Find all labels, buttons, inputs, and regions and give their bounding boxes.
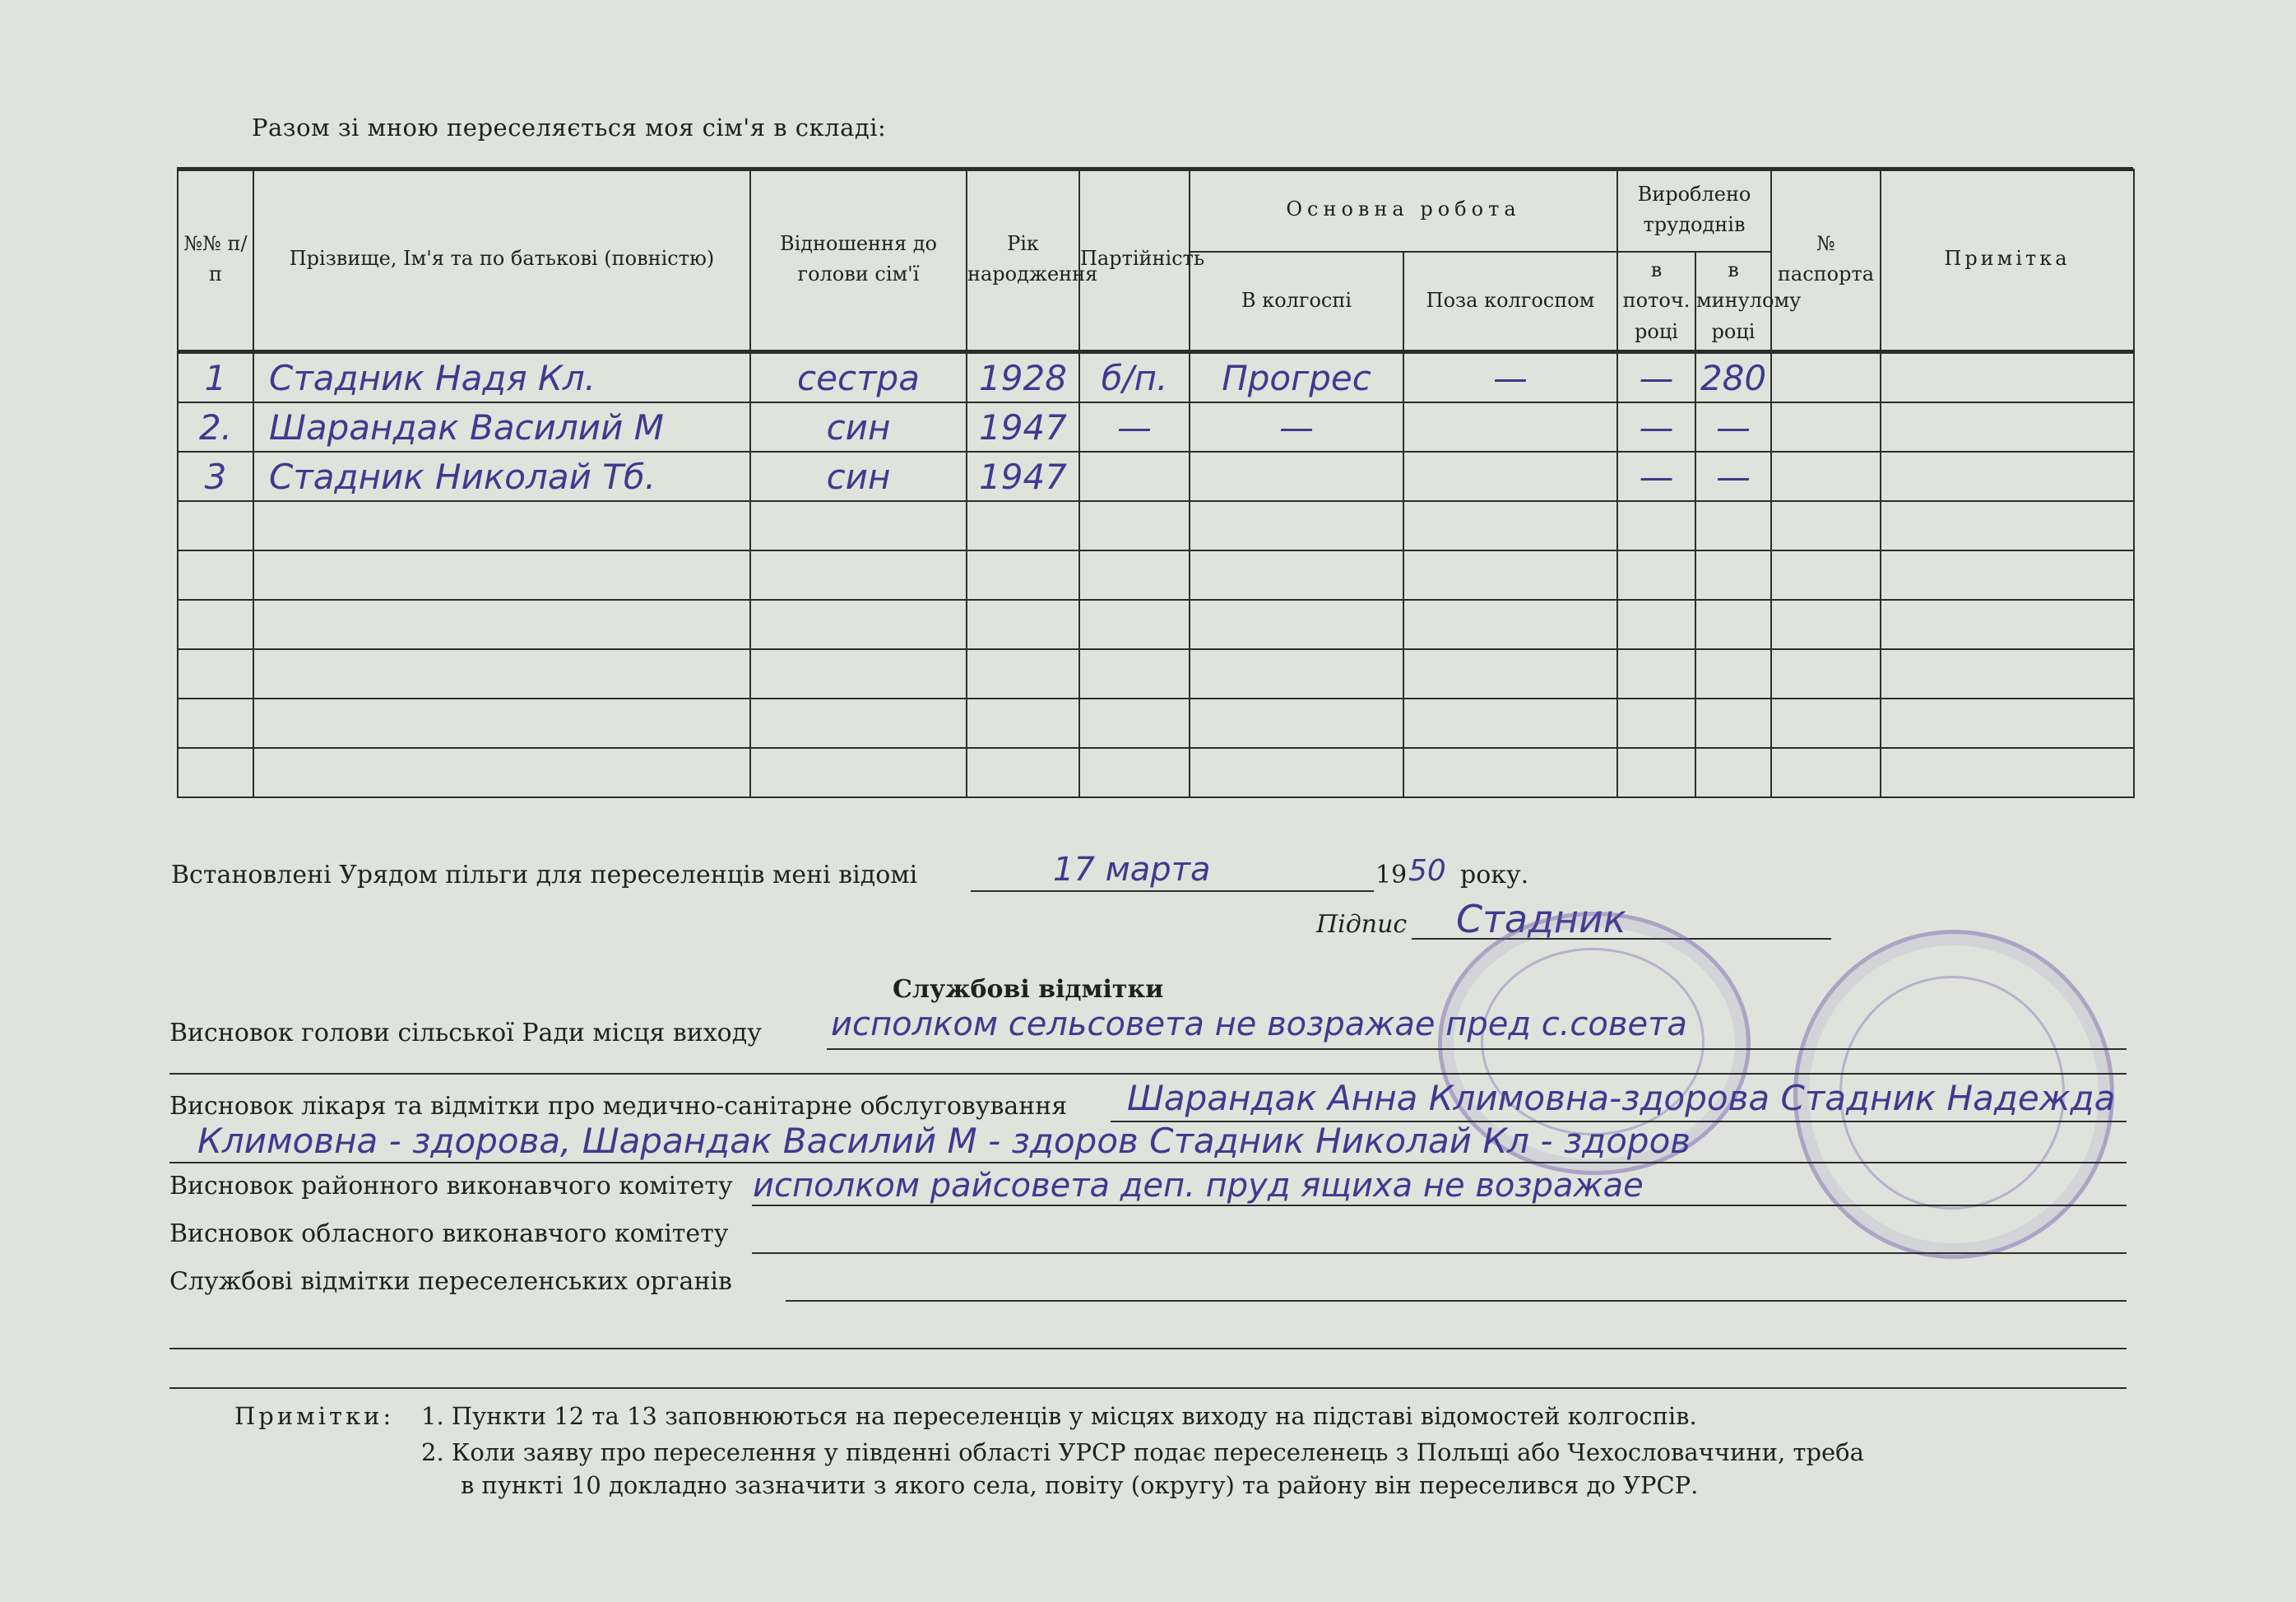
cell-cur	[1617, 649, 1695, 699]
cell-last: —	[1695, 402, 1771, 452]
cell-relation: син	[750, 452, 967, 501]
cell-passport	[1771, 352, 1881, 403]
cell-name	[253, 748, 750, 797]
cell-party: б/п.	[1079, 352, 1190, 403]
cell-passport	[1771, 550, 1881, 600]
col-header-num: №№ п/п	[178, 169, 253, 352]
cell-note	[1881, 402, 2134, 452]
signature-handwriting: Стадник	[1456, 897, 1626, 941]
cell-note	[1881, 501, 2134, 550]
cell-last: 280	[1695, 352, 1771, 403]
cell-cur	[1617, 550, 1695, 600]
cell-name	[253, 649, 750, 699]
district-label: Висновок районного виконавчого комітету	[169, 1172, 733, 1200]
oblast-rule	[752, 1252, 2127, 1254]
cell-num	[178, 501, 253, 550]
cell-passport	[1771, 452, 1881, 501]
cell-note	[1881, 699, 2134, 748]
intro-text: Разом зі мною переселяється моя сім'я в складі:	[252, 114, 887, 142]
district-handwriting: исполком райсовета деп. пруд ящиха не возражае	[753, 1167, 1644, 1205]
cell-party: —	[1079, 402, 1190, 452]
cell-kolkhoz	[1190, 501, 1403, 550]
cell-num	[178, 550, 253, 600]
doctor-handwriting-2: Климовна - здорова, Шарандак Василий М - здоров Стадник Николай Кл - здоров	[197, 1121, 1691, 1161]
benefits-year-prefix: 19	[1375, 861, 1408, 889]
cell-year: 1947	[967, 402, 1079, 452]
col-header-name: Прізвище, Ім'я та по батькові (повністю)	[253, 169, 750, 352]
col-header-current-year: в поточ. році	[1617, 252, 1695, 352]
note-2a: 2. Коли заяву про переселення у південні області УРСР подає переселенець з Польщі або Чехословаччини, треба	[421, 1438, 1864, 1466]
cell-name: Стадник Николай Тб.	[253, 452, 750, 501]
cell-party	[1079, 452, 1190, 501]
cell-name	[253, 699, 750, 748]
doctor-handwriting-1: Шарандак Анна Климовна-здорова Стадник Надежда	[1127, 1078, 2116, 1118]
family-table	[177, 169, 2135, 798]
organs-rule-3	[169, 1387, 2127, 1389]
cell-num: 1	[178, 352, 253, 403]
organs-rule-2	[169, 1348, 2127, 1349]
organs-rule	[786, 1300, 2127, 1302]
cell-party	[1079, 649, 1190, 699]
cell-outside	[1403, 748, 1617, 797]
cell-num	[178, 649, 253, 699]
col-header-year: Рік народження	[967, 169, 1079, 352]
cell-relation: сестра	[750, 352, 967, 403]
cell-passport	[1771, 501, 1881, 550]
benefits-year-suffix: року.	[1460, 861, 1529, 889]
cell-cur: —	[1617, 402, 1695, 452]
col-header-in-kolkhoz: В колгоспі	[1190, 252, 1403, 352]
note-2b: в пункті 10 докладно зазначити з якого села, повіту (округу) та району він переселився до УРСР.	[461, 1471, 1699, 1499]
oblast-label: Висновок обласного виконавчого комітету	[169, 1219, 729, 1248]
cell-passport	[1771, 600, 1881, 649]
cell-passport	[1771, 649, 1881, 699]
cell-cur	[1617, 699, 1695, 748]
cell-relation	[750, 600, 967, 649]
cell-note	[1881, 649, 2134, 699]
cell-cur	[1617, 501, 1695, 550]
doctor-label: Висновок лікаря та відмітки про медично-санітарне обслуговування	[169, 1092, 1068, 1121]
cell-kolkhoz	[1190, 649, 1403, 699]
col-header-relation: Відношення до голови сім'ї	[750, 169, 967, 352]
cell-outside	[1403, 402, 1617, 452]
cell-note	[1881, 352, 2134, 403]
benefits-date-rule	[971, 890, 1374, 892]
organs-label: Службові відмітки переселенських органів	[169, 1267, 732, 1296]
cell-cur	[1617, 748, 1695, 797]
cell-passport	[1771, 748, 1881, 797]
cell-relation	[750, 649, 967, 699]
cell-name: Стадник Надя Кл.	[253, 352, 750, 403]
cell-relation	[750, 550, 967, 600]
district-rule	[752, 1205, 2127, 1206]
cell-year	[967, 748, 1079, 797]
col-header-note: Примітка	[1881, 169, 2134, 352]
cell-num	[178, 600, 253, 649]
cell-passport	[1771, 402, 1881, 452]
cell-num: 2.	[178, 402, 253, 452]
col-header-outside-kolkhoz: Поза колгоспом	[1403, 252, 1617, 352]
cell-party	[1079, 501, 1190, 550]
col-header-last-year: в минулому році	[1695, 252, 1771, 352]
benefits-year-handwriting: 50	[1408, 854, 1446, 888]
cell-last	[1695, 699, 1771, 748]
cell-kolkhoz	[1190, 600, 1403, 649]
cell-relation	[750, 501, 967, 550]
cell-kolkhoz	[1190, 550, 1403, 600]
col-header-passport: № паспорта	[1771, 169, 1881, 352]
service-title: Службові відмітки	[893, 975, 1164, 1004]
cell-outside	[1403, 699, 1617, 748]
cell-year: 1947	[967, 452, 1079, 501]
cell-kolkhoz	[1190, 748, 1403, 797]
cell-year	[967, 649, 1079, 699]
table-row	[178, 748, 2134, 797]
cell-relation: син	[750, 402, 967, 452]
cell-num: 3	[178, 452, 253, 501]
cell-cur	[1617, 600, 1695, 649]
cell-party	[1079, 550, 1190, 600]
cell-year: 1928	[967, 352, 1079, 403]
table-row	[178, 352, 2134, 403]
table-row	[178, 452, 2134, 501]
cell-num	[178, 748, 253, 797]
cell-note	[1881, 452, 2134, 501]
notes-prefix: Примітки:	[234, 1402, 395, 1430]
note-1: 1. Пункти 12 та 13 заповнюються на переселенців у місцях виходу на підставі відомостей колгоспів.	[421, 1402, 1697, 1430]
cell-last: —	[1695, 452, 1771, 501]
cell-kolkhoz: —	[1190, 402, 1403, 452]
cell-relation	[750, 699, 967, 748]
col-header-main-work: Основна робота	[1190, 169, 1617, 252]
cell-kolkhoz	[1190, 699, 1403, 748]
cell-outside	[1403, 550, 1617, 600]
cell-cur: —	[1617, 452, 1695, 501]
cell-kolkhoz: Прогрес	[1190, 352, 1403, 403]
village-label: Висновок голови сільської Ради місця виходу	[169, 1019, 762, 1047]
cell-note	[1881, 550, 2134, 600]
cell-name	[253, 550, 750, 600]
cell-year	[967, 699, 1079, 748]
cell-last	[1695, 748, 1771, 797]
cell-cur: —	[1617, 352, 1695, 403]
cell-party	[1079, 600, 1190, 649]
table-row	[178, 600, 2134, 649]
cell-last	[1695, 649, 1771, 699]
cell-note	[1881, 600, 2134, 649]
table-row	[178, 699, 2134, 748]
table-row	[178, 550, 2134, 600]
col-header-party: Партійність	[1079, 169, 1190, 352]
table-row	[178, 649, 2134, 699]
cell-name: Шарандак Василий М	[253, 402, 750, 452]
cell-last	[1695, 550, 1771, 600]
cell-last	[1695, 600, 1771, 649]
doctor-rule-2	[169, 1162, 2127, 1163]
cell-outside: —	[1403, 352, 1617, 403]
cell-note	[1881, 748, 2134, 797]
col-header-workdays: Вироблено трудоднів	[1617, 169, 1771, 252]
cell-relation	[750, 748, 967, 797]
cell-year	[967, 550, 1079, 600]
benefits-date-handwriting: 17 марта	[1053, 851, 1211, 889]
cell-outside	[1403, 600, 1617, 649]
cell-party	[1079, 699, 1190, 748]
benefits-label: Встановлені Урядом пільги для переселенців мені відомі	[171, 861, 918, 889]
cell-year	[967, 600, 1079, 649]
cell-party	[1079, 748, 1190, 797]
cell-outside	[1403, 452, 1617, 501]
cell-kolkhoz	[1190, 452, 1403, 501]
cell-passport	[1771, 699, 1881, 748]
cell-num	[178, 699, 253, 748]
village-handwriting: исполком сельсовета не возражае пред с.совета	[831, 1005, 1687, 1043]
village-rule	[827, 1048, 2127, 1050]
cell-name	[253, 600, 750, 649]
cell-outside	[1403, 501, 1617, 550]
cell-name	[253, 501, 750, 550]
cell-year	[967, 501, 1079, 550]
table-row	[178, 402, 2134, 452]
table-row	[178, 501, 2134, 550]
cell-outside	[1403, 649, 1617, 699]
village-rule-2	[169, 1073, 2127, 1075]
signature-label: Підпис	[1316, 910, 1408, 939]
cell-last	[1695, 501, 1771, 550]
